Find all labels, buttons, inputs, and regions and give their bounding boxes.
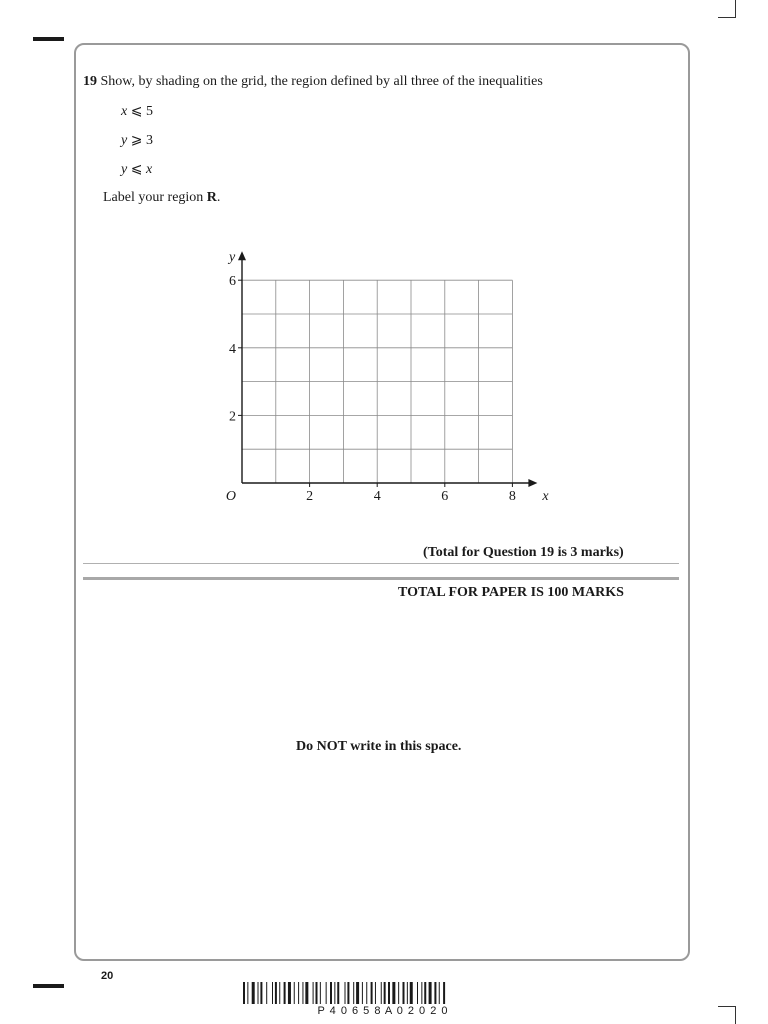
- barcode-bar: [258, 982, 259, 1004]
- barcode-bar: [313, 982, 314, 1004]
- barcode-bar: [371, 982, 373, 1004]
- margin-mark-top: [33, 37, 64, 41]
- paper-total: TOTAL FOR PAPER IS 100 MARKS: [398, 585, 624, 600]
- crop-mark-top: [735, 0, 736, 18]
- do-not-write-notice: Do NOT write in this space.: [296, 739, 462, 754]
- barcode-bar: [388, 982, 390, 1004]
- question-total: (Total for Question 19 is 3 marks): [423, 545, 624, 560]
- barcode-bar: [326, 982, 327, 1004]
- barcode-bar: [384, 982, 386, 1004]
- inequality-symbol: ⩾: [130, 133, 143, 148]
- barcode-bar: [320, 982, 321, 1004]
- barcode-bar: [353, 982, 354, 1004]
- inequality-symbol: ⩽: [130, 104, 143, 119]
- barcode-bar: [260, 982, 262, 1004]
- barcode-bar: [330, 982, 332, 1004]
- barcode: [243, 982, 523, 1006]
- x-tick-label: 2: [306, 489, 314, 504]
- barcode-bar: [398, 982, 399, 1004]
- divider-thick: [83, 577, 679, 580]
- inequality-var: y: [121, 133, 128, 148]
- barcode-bar: [421, 982, 422, 1004]
- barcode-bar: [443, 982, 445, 1004]
- divider-thin: [83, 563, 679, 564]
- barcode-bar: [407, 982, 408, 1004]
- barcode-bar: [362, 982, 363, 1004]
- inequality-rhs: 3: [145, 133, 153, 148]
- label-instruction-period: .: [216, 190, 221, 205]
- inequality-1: [121, 103, 153, 120]
- barcode-bar: [334, 982, 335, 1004]
- y-axis-arrow: [238, 251, 246, 260]
- barcode-bar: [275, 982, 277, 1004]
- y-tick-label: 6: [229, 274, 236, 290]
- barcode-bar: [392, 982, 395, 1004]
- inequality-3: [121, 161, 152, 178]
- barcode-bar: [337, 982, 339, 1004]
- x-axis-arrow: [528, 479, 537, 487]
- question-heading: [83, 74, 543, 90]
- inequality-2: [121, 132, 153, 149]
- barcode-bar: [284, 982, 286, 1004]
- barcode-bar: [266, 982, 267, 1004]
- barcode-bar: [417, 982, 418, 1004]
- y-tick-label: 4: [229, 341, 236, 357]
- answer-grid[interactable]: [200, 240, 560, 520]
- inequality-var: x: [121, 104, 128, 119]
- barcode-bar: [410, 982, 413, 1004]
- barcode-bar: [347, 982, 349, 1004]
- x-tick-label: 8: [508, 489, 516, 504]
- crop-mark-top-h: [718, 17, 736, 18]
- barcode-bar: [298, 982, 299, 1004]
- y-axis-label: y: [229, 250, 236, 266]
- page-number: 20: [101, 970, 114, 982]
- barcode-bar: [356, 982, 359, 1004]
- region-letter: R: [206, 190, 217, 205]
- barcode-bar: [403, 982, 405, 1004]
- barcode-text: P 4 0 6 5 8 A 0 2 0 2 0: [317, 1005, 449, 1017]
- label-instruction: [103, 190, 220, 206]
- barcode-bar: [439, 982, 440, 1004]
- inequality-symbol: ⩽: [130, 162, 143, 177]
- y-tick-label: 2: [229, 409, 236, 425]
- inequality-rhs: x: [145, 162, 153, 177]
- margin-mark-bottom: [33, 984, 64, 988]
- barcode-bar: [288, 982, 291, 1004]
- question-prompt: Show, by shading on the grid, the region defined by all three of the inequalities: [100, 74, 543, 89]
- label-instruction-text: Label your region: [103, 190, 207, 205]
- barcode-bar: [294, 982, 295, 1004]
- barcode-bar: [272, 982, 273, 1004]
- barcode-bar: [345, 982, 346, 1004]
- x-tick-label: 4: [373, 489, 381, 504]
- crop-mark-bottom: [735, 1006, 736, 1024]
- barcode-bar: [243, 982, 245, 1004]
- question-number: 19: [83, 74, 97, 89]
- barcode-bar: [247, 982, 248, 1004]
- barcode-bar: [375, 982, 376, 1004]
- barcode-bar: [305, 982, 308, 1004]
- x-tick-label: 6: [441, 489, 449, 504]
- x-axis-label: x: [542, 489, 549, 504]
- inequality-var: y: [121, 162, 128, 177]
- barcode-bar: [302, 982, 303, 1004]
- crop-mark-bottom-h: [718, 1006, 736, 1007]
- barcode-bar: [424, 982, 426, 1004]
- barcode-bar: [252, 982, 255, 1004]
- inequality-rhs: 5: [145, 104, 153, 119]
- barcode-bar: [429, 982, 432, 1004]
- barcode-bar: [279, 982, 280, 1004]
- barcode-bar: [381, 982, 382, 1004]
- origin-label: O: [225, 489, 236, 504]
- barcode-bar: [366, 982, 367, 1004]
- barcode-bar: [316, 982, 318, 1004]
- barcode-bar: [434, 982, 436, 1004]
